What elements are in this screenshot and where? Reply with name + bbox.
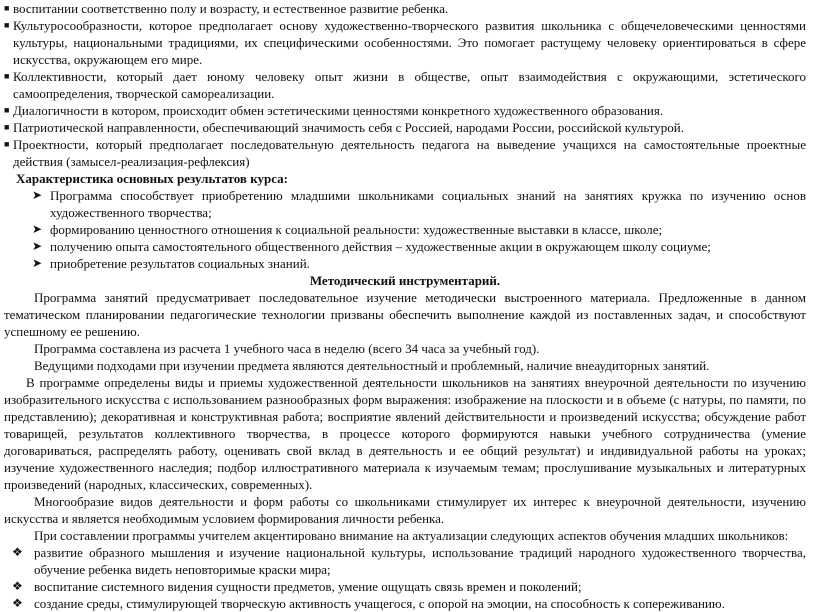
bullet-item: [4, 136, 806, 170]
list-item: [4, 255, 806, 272]
bullet-item: [4, 68, 806, 102]
paragraph: Программа занятий предусматривает последовательное изучение методически выстроенного материала. Предложенные в данном тематическом планировании педагогические технологии призваны обеспечить выполнение каждой из поставленных задач, и способствуют успешному ее решению.: [4, 290, 806, 339]
paragraph: Многообразие видов деятельности и форм работы со школьниками стимулирует их интерес к внеурочной деятельности, изучению искусства и является необходимым условием формирования личности ребенка.: [4, 494, 806, 526]
bullet-text: Диалогичности в котором, происходит обмен эстетическими ценностями конкретного художественного образования.: [13, 103, 664, 118]
list-item: [4, 238, 806, 255]
arrow-bullet-icon: ➤: [32, 256, 43, 270]
list-item: [4, 187, 806, 221]
paragraph: Ведущими подходами при изучении предмета являются деятельностный и проблемный, наличие внеаудиторных занятий.: [34, 358, 710, 373]
arrow-bullet-icon: ➤: [32, 188, 43, 202]
list-item-text: получению опыта самостоятельного общественного действия – художественные акции в окружающем школу социуме;: [50, 239, 711, 254]
method-heading: Методический инструментарий.: [309, 273, 501, 288]
list-item: [4, 221, 806, 238]
list-item-text: воспитание системного видения сущности предметов, умение ощущать связь времен и поколений;: [34, 579, 582, 594]
bullet-text: Патриотической направленности, обеспечивающий значимость себя с Россией, народами России, российской культурой.: [13, 120, 685, 135]
diamond-bullet-icon: ❖: [12, 596, 23, 610]
bullet-text: Культуросообразности, которое предполагает основу художественно-творческого развития школьника с общечеловеческими ценностями культуры, национальными традициями, их специфическими особенностями. Это помогает растущему человеку ориентироваться в сфере искусства, окружающем его мире.: [13, 18, 806, 67]
list-item-text: приобретение результатов социальных знаний.: [50, 256, 310, 271]
bullet-item: [4, 119, 806, 136]
bullet-item: [4, 17, 806, 68]
bullet-item: [4, 0, 806, 17]
list-item-text: развитие образного мышления и изучение национальной культуры, использование традиций народного художественного творчества, обучение ребенка видеть неповторимые краски мира;: [34, 545, 806, 577]
bullet-item: [4, 102, 806, 119]
bullet-text: воспитании соответственно полу и возрасту, и естественное развитие ребенка.: [13, 1, 449, 16]
square-bullet-icon: ■: [4, 3, 10, 13]
paragraph: В программе определены виды и приемы художественной деятельности школьников на занятиях внеурочной деятельности по изучению изобразительного искусства с использованием разнообразных форм выражения: изображение на плоскости и в объеме (с натуры, по памяти, по представлению); декоративная и конструктивная работа; восприятие явлений действительности и произведений искусства; обсуждение работ товарищей, результатов коллективного творчества, в процессе которого формируются навыки учебного сотрудничества (умение договариваться, распределять работу, оценивать свой вклад в деятельность и ее общий результат) и индивидуальной работы на уроках; изучение художественного наследия; подбор иллюстративного материала к изучаемым темам; прослушивание музыкальных и литературных произведений (народных, классических, современных).: [4, 375, 806, 492]
diamond-bullet-icon: ❖: [12, 579, 23, 593]
square-bullet-icon: ■: [4, 105, 10, 115]
paragraph: Программа составлена из расчета 1 учебного часа в неделю (всего 34 часа за учебный год).: [34, 341, 540, 356]
list-item: [4, 578, 806, 595]
list-item: [4, 595, 806, 612]
list-item-text: формированию ценностного отношения к социальной реальности: художественные выставки в классе, школе;: [50, 222, 663, 237]
list-item-text: создание среды, стимулирующей творческую активность учащегося, с опорой на эмоции, на способность к сопереживанию.: [34, 596, 725, 611]
paragraph: При составлении программы учителем акцентировано внимание на актуализации следующих аспектов обучения младших школьников:: [34, 528, 789, 543]
arrow-bullet-icon: ➤: [32, 239, 43, 253]
arrow-bullet-icon: ➤: [32, 222, 43, 236]
diamond-bullet-icon: ❖: [12, 545, 23, 559]
list-item: [4, 544, 806, 578]
square-bullet-icon: ■: [4, 139, 10, 149]
square-bullet-icon: ■: [4, 20, 10, 30]
list-item-text: Программа способствует приобретению младшими школьниками социальных знаний на занятиях кружка по изучению основ художественного творчества;: [50, 188, 806, 220]
bullet-text: Коллективности, который дает юному человеку опыт жизни в обществе, опыт взаимодействия с окружающими, эстетического самоопределения, творческой самореализации.: [13, 69, 806, 101]
bullet-text: Проектности, который предполагает последовательную деятельность педагога на выведение учащихся на самостоятельные проектные действия (замысел-реализация-рефлексия): [13, 137, 806, 169]
results-heading: Характеристика основных результатов курса:: [16, 171, 288, 186]
square-bullet-icon: ■: [4, 71, 10, 81]
square-bullet-icon: ■: [4, 122, 10, 132]
